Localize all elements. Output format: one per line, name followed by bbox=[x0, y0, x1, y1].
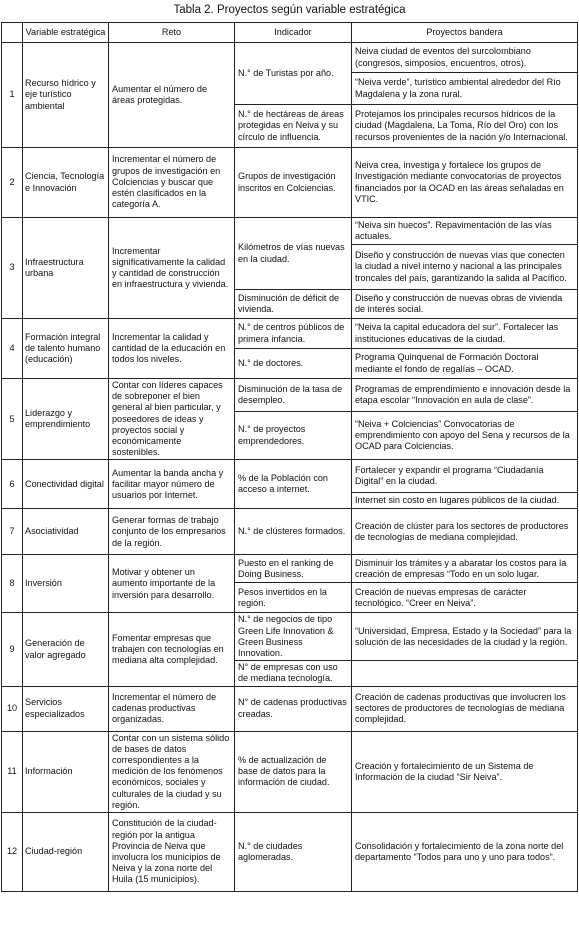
indicador-cell: % de la Población con acceso a internet. bbox=[235, 460, 352, 509]
proyecto-cell: Diseño y construcción de nuevas vías que conecten la ciudad a nivel interno y nacional a las principales troncales del país, garantizando la salida al Pacífico. bbox=[352, 245, 578, 290]
reto-cell: Contar con un sistema sólido de bases de datos correspondientes a la medición de los fenómenos económicos, sociales y culturales de la ciudad y su región. bbox=[109, 731, 235, 812]
header-row bbox=[2, 23, 578, 43]
indicador-cell: Puesto en el ranking de Doing Business. bbox=[235, 555, 352, 583]
indicador-cell: Disminución de déficit de vivienda. bbox=[235, 290, 352, 319]
indicador-cell: N.° de clústeres formados. bbox=[235, 509, 352, 555]
row-number: 7 bbox=[2, 509, 23, 555]
proyecto-cell: “Neiva verde”, turístico ambiental alrededor del Río Magdalena y la zona rural. bbox=[352, 73, 578, 105]
proyecto-cell: Creación de nuevas empresas de carácter tecnológico. “Creer en Neiva”. bbox=[352, 583, 578, 613]
variable-cell: Asociatividad bbox=[23, 509, 109, 555]
proyecto-cell: Creación de clúster para los sectores de productores de tecnologías de mediana complejidad. bbox=[352, 509, 578, 555]
variable-cell: Infraestructura urbana bbox=[23, 218, 109, 319]
proyecto-cell: Fortalecer y expandir el programa “Ciudadanía Digital” en la ciudad. bbox=[352, 460, 578, 493]
row-number: 12 bbox=[2, 813, 23, 892]
reto-cell: Aumentar el número de áreas protegidas. bbox=[109, 43, 235, 148]
proyecto-cell: “Neiva la capital educadora del sur”. Fortalecer las instituciones educativas de la ciudad. bbox=[352, 319, 578, 349]
row-number: 1 bbox=[2, 43, 23, 148]
indicador-cell: N.° de doctores. bbox=[235, 349, 352, 379]
indicador-cell: N.° de proyectos emprendedores. bbox=[235, 411, 352, 460]
row-number: 11 bbox=[2, 731, 23, 812]
variable-cell: Inversión bbox=[23, 555, 109, 613]
proyecto-cell: “Universidad, Empresa, Estado y la Sociedad” para la solución de las necesidades de la ciudad y la región. bbox=[352, 613, 578, 661]
table-row bbox=[2, 460, 578, 493]
indicador-cell: N.° de hectáreas de áreas protegidas en Neiva y su círculo de influencia. bbox=[235, 105, 352, 148]
indicador-cell: N.° de ciudades aglomeradas. bbox=[235, 813, 352, 892]
indicador-cell: Kilómetros de vías nuevas en la ciudad. bbox=[235, 218, 352, 290]
proyecto-cell: Programas de emprendimiento e innovación desde la etapa escolar “Innovación en aula de clase”. bbox=[352, 379, 578, 412]
table-row bbox=[2, 686, 578, 731]
reto-cell: Aumentar la banda ancha y facilitar mayor número de usuarios por Internet. bbox=[109, 460, 235, 509]
table-row bbox=[2, 43, 578, 73]
indicador-cell: % de actualización de base de datos para la información de ciudad. bbox=[235, 731, 352, 812]
projects-table bbox=[1, 22, 578, 892]
header-proyectos: Proyectos bandera bbox=[352, 23, 578, 43]
table-row bbox=[2, 555, 578, 583]
indicador-cell: N° de empresas con uso de mediana tecnología. bbox=[235, 661, 352, 686]
indicador-cell: Grupos de investigación inscritos en Colciencias. bbox=[235, 148, 352, 218]
reto-cell: Contar con líderes capaces de sobreponer el bien general al bien particular, y poseedores de ideas y proyectos social y económicamente sostenibles. bbox=[109, 379, 235, 460]
row-number: 4 bbox=[2, 319, 23, 379]
proyecto-cell: Consolidación y fortalecimiento de la zona norte del departamento “Todos para uno y uno para todos”. bbox=[352, 813, 578, 892]
row-number: 9 bbox=[2, 613, 23, 686]
proyecto-cell: Neiva ciudad de eventos del surcolombiano (congresos, simposios, encuentros, otros). bbox=[352, 43, 578, 73]
proyecto-cell: Disminuir los trámites y a abaratar los costos para la creación de empresas “Todo en un solo lugar. bbox=[352, 555, 578, 583]
variable-cell: Ciencia, Tecnología e Innovación bbox=[23, 148, 109, 218]
reto-cell: Incrementar significativamente la calidad y cantidad de construcción en infraestructura y vivienda. bbox=[109, 218, 235, 319]
row-number: 6 bbox=[2, 460, 23, 509]
row-number: 5 bbox=[2, 379, 23, 460]
reto-cell: Constitución de la ciudad-región por la antigua Provincia de Neiva que involucra los municipios de Neiva y la zona norte del Huila (15 municipios). bbox=[109, 813, 235, 892]
variable-cell: Ciudad-región bbox=[23, 813, 109, 892]
table-row bbox=[2, 509, 578, 555]
header-reto: Reto bbox=[109, 23, 235, 43]
variable-cell: Conectividad digital bbox=[23, 460, 109, 509]
proyecto-cell: Creación de cadenas productivas que involucren los sectores de productores de tecnologías de mediana complejidad. bbox=[352, 686, 578, 731]
proyecto-cell: Programa Quinquenal de Formación Doctoral mediante el fondo de regalías – OCAD. bbox=[352, 349, 578, 379]
variable-cell: Generación de valor agregado bbox=[23, 613, 109, 686]
proyecto-cell: Diseño y construcción de nuevas obras de vivienda de interés social. bbox=[352, 290, 578, 319]
indicador-cell: Disminución de la tasa de desempleo. bbox=[235, 379, 352, 412]
row-number: 3 bbox=[2, 218, 23, 319]
proyecto-cell: Neiva crea, investiga y fortalece los grupos de Investigación mediante convocatorias de proyectos financiados por la OCAD en las áreas señaladas en VTIC. bbox=[352, 148, 578, 218]
indicador-cell: N.° de Turistas por año. bbox=[235, 43, 352, 105]
variable-cell: Servicios especializados bbox=[23, 686, 109, 731]
header-indicador: Indicador bbox=[235, 23, 352, 43]
table-row bbox=[2, 731, 578, 812]
proyecto-cell: “Neiva sin huecos”. Repavimentación de las vías actuales. bbox=[352, 218, 578, 245]
variable-cell: Formación integral de talento humano (educación) bbox=[23, 319, 109, 379]
row-number: 10 bbox=[2, 686, 23, 731]
row-number: 2 bbox=[2, 148, 23, 218]
table-row bbox=[2, 813, 578, 892]
row-number: 8 bbox=[2, 555, 23, 613]
variable-cell: Recurso hídrico y eje turístico ambiental bbox=[23, 43, 109, 148]
indicador-cell: N.° de centros públicos de primera infancia. bbox=[235, 319, 352, 349]
variable-cell: Información bbox=[23, 731, 109, 812]
reto-cell: Incrementar la calidad y cantidad de la educación en todos los niveles. bbox=[109, 319, 235, 379]
header-variable: Variable estratégica bbox=[23, 23, 109, 43]
indicador-cell: Pesos invertidos en la región. bbox=[235, 583, 352, 613]
table-row bbox=[2, 613, 578, 661]
table-row bbox=[2, 379, 578, 412]
proyecto-cell: Protejamos los principales recursos hídricos de la ciudad (Magdalena, La Toma, Río del Oro) con los recursos provenientes de la nación y/o Internacional. bbox=[352, 105, 578, 148]
indicador-cell: N° de cadenas productivas creadas. bbox=[235, 686, 352, 731]
proyecto-cell: “Neiva + Colciencias” Convocatorias de emprendimiento con apoyo del Sena y recursos de la OCAD para Colciencias. bbox=[352, 411, 578, 460]
reto-cell: Incrementar el número de grupos de investigación en Colciencias y buscar que estén clasificados en la categoría A. bbox=[109, 148, 235, 218]
table-body bbox=[2, 43, 578, 892]
proyecto-cell: Creación y fortalecimiento de un Sistema de Información de la ciudad “Sir Neiva”. bbox=[352, 731, 578, 812]
indicador-cell: N.° de negocios de tipo Green Life Innovation & Green Business Innovation. bbox=[235, 613, 352, 661]
table-caption: Tabla 2. Proyectos según variable estratégica bbox=[173, 4, 406, 16]
reto-cell: Generar formas de trabajo conjunto de los empresarios de la región. bbox=[109, 509, 235, 555]
proyecto-cell: Internet sin costo en lugares públicos de la ciudad. bbox=[352, 493, 578, 509]
proyecto-cell-empty bbox=[352, 661, 578, 686]
table-row bbox=[2, 148, 578, 218]
table-row bbox=[2, 319, 578, 349]
reto-cell: Motivar y obtener un aumento importante de la inversión para desarrollo. bbox=[109, 555, 235, 613]
table-row bbox=[2, 218, 578, 245]
reto-cell: Fomentar empresas que trabajen con tecnologías en mediana alta complejidad. bbox=[109, 613, 235, 686]
variable-cell: Liderazgo y emprendimiento bbox=[23, 379, 109, 460]
reto-cell: Incrementar el número de cadenas productivas organizadas. bbox=[109, 686, 235, 731]
header-num bbox=[2, 23, 23, 43]
